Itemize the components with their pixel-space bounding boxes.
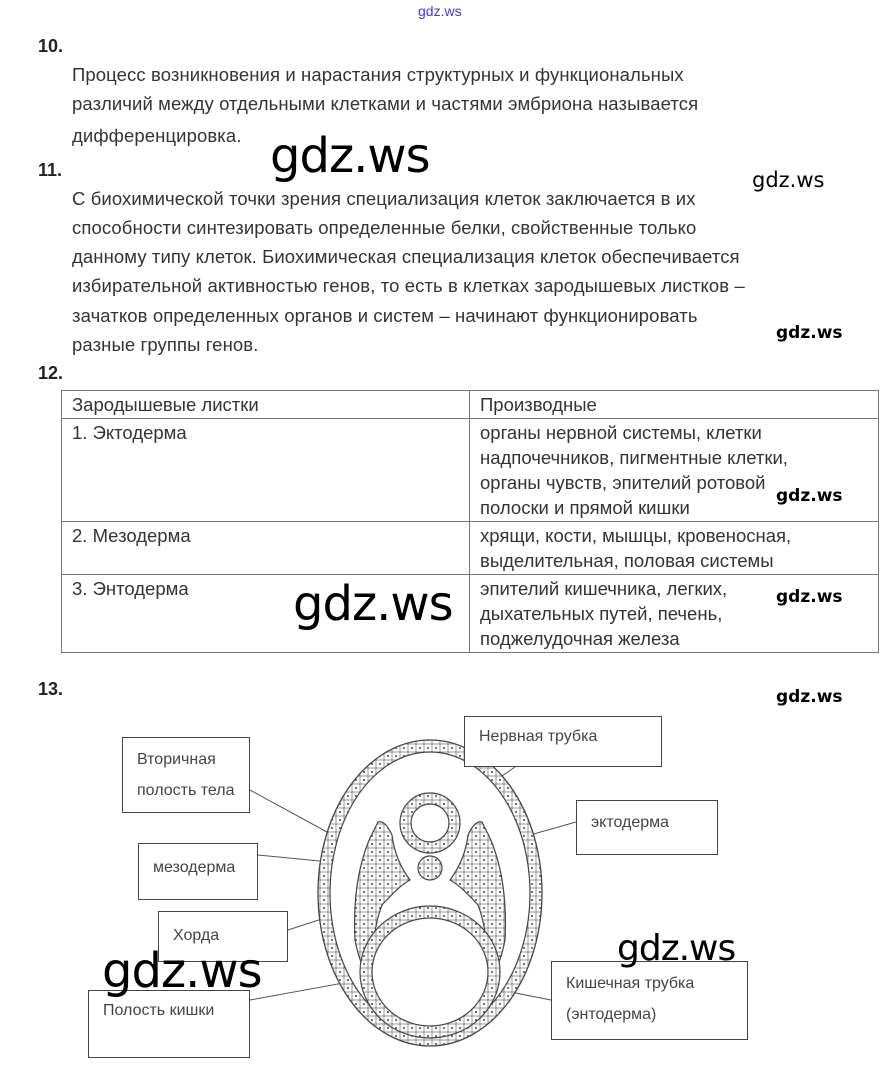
watermark: gdz.ws <box>776 486 843 506</box>
watermark: gdz.ws <box>617 928 736 969</box>
label-line: Кишечная трубка <box>566 975 695 992</box>
q10-number: 10. <box>38 36 64 56</box>
q11-line: способности синтезировать определенные белки, свойственные только <box>72 217 697 238</box>
q10-line: Процесс возникновения и нарастания структурных и функциональных <box>72 64 684 85</box>
header-cell: Зародышевые листки <box>62 391 470 419</box>
derivative-line: хрящи, кости, мышцы, кровеносная, <box>480 525 792 546</box>
label-line: полость тела <box>137 782 235 799</box>
q11-line: С биохимической точки зрения специализация клеток заключается в их <box>72 188 696 209</box>
header-cell: Производные <box>470 391 879 419</box>
label-line: Вторичная <box>137 751 216 768</box>
label-mesoderm: мезодерма <box>138 843 258 900</box>
q10-line: различий между отдельными клетками и частями эмбриона называется <box>72 93 699 114</box>
q10-line: дифференцировка. <box>72 125 242 146</box>
layer-cell: 3. Энтодерма <box>62 575 470 653</box>
label-neural-tube: Нервная трубка <box>464 716 662 767</box>
derivative-line: органы нервной системы, клетки <box>480 422 762 443</box>
label-chord: Хорда <box>158 911 288 962</box>
label-gut-tube <box>551 961 748 1040</box>
derivative-line: дыхательных путей, печень, <box>480 603 723 624</box>
derivative-line: органы чувств, эпителий ротовой <box>480 472 766 493</box>
q13-number: 13. <box>38 679 64 699</box>
label-secondary-cavity <box>122 737 250 813</box>
q11-number: 11. <box>38 160 63 180</box>
derivative-line: эпителий кишечника, легких, <box>480 578 728 599</box>
label-gut-cavity: Полость кишки <box>88 990 250 1058</box>
watermark-top: gdz.ws <box>418 3 462 19</box>
watermark: gdz.ws <box>776 323 843 343</box>
watermark: gdz.ws <box>752 168 825 192</box>
q12-number: 12. <box>38 363 64 383</box>
derivative-line: надпочечников, пигментные клетки, <box>480 447 788 468</box>
neural-tube <box>400 793 460 853</box>
layer-cell: 2. Мезодерма <box>62 522 470 575</box>
q11-line: избирательной активностью генов, то есть в клетках зародышевых листков – <box>72 275 745 296</box>
watermark: gdz.ws <box>293 576 453 632</box>
gut-tube <box>360 906 500 1038</box>
label-ectoderm: эктодерма <box>576 800 718 855</box>
q11-line: зачатков определенных органов и систем – начинают функционировать <box>72 305 698 326</box>
notochord <box>418 856 442 880</box>
watermark: gdz.ws <box>102 943 262 999</box>
watermark: gdz.ws <box>776 687 843 707</box>
q11-line: разные группы генов. <box>72 334 259 355</box>
layer-cell: 1. Эктодерма <box>62 419 470 522</box>
q11-line: данному типу клеток. Биохимическая специализация клеток обеспечивается <box>72 246 740 267</box>
derivative-line: выделительная, половая системы <box>480 550 774 571</box>
watermark: gdz.ws <box>776 587 843 607</box>
derivative-line: поджелудочная железа <box>480 628 680 649</box>
derivative-line: полоски и прямой кишки <box>480 497 690 518</box>
watermark: gdz.ws <box>270 128 430 184</box>
label-line: (энтодерма) <box>566 1006 657 1023</box>
